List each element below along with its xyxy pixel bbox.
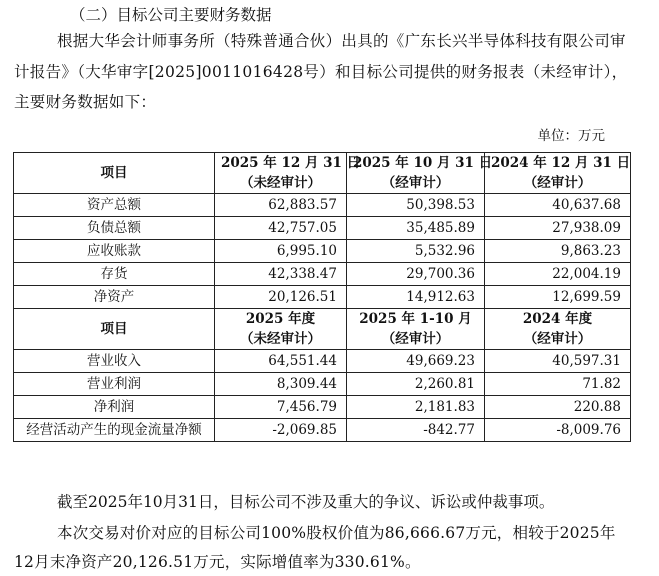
cell-value: 8,309.44 <box>215 373 347 396</box>
header-col3 <box>485 153 631 194</box>
table-row <box>14 263 631 286</box>
cell-value: 20,126.51 <box>215 286 347 309</box>
cell-value: 35,485.89 <box>347 217 485 240</box>
cell-value: 40,637.68 <box>485 194 631 217</box>
cell-value: -2,069.85 <box>215 419 347 442</box>
section-heading: （二）目标公司主要财务数据 <box>70 6 272 24</box>
valuation-paragraph: 本次交易对价对应的目标公司100%股权价值为86,666.67万元，相较于2025年12月末净资产20,126.51万元，实际增值率为330.61%。 <box>14 524 616 571</box>
cell-value: 12,699.59 <box>485 286 631 309</box>
cell-value: 42,338.47 <box>215 263 347 286</box>
cell-value: 2,181.83 <box>347 396 485 419</box>
cell-value: 29,700.36 <box>347 263 485 286</box>
cell-value: 42,757.05 <box>215 217 347 240</box>
header-item <box>14 153 215 194</box>
balance-sheet-header-row <box>14 153 631 194</box>
header-col1 <box>215 153 361 194</box>
header-col2-note: （经审计） <box>381 175 450 191</box>
unit-label: 单位：万元 <box>537 128 605 144</box>
table-row <box>14 286 631 309</box>
row-label: 应收账款 <box>14 240 215 263</box>
table-row <box>14 396 631 419</box>
cell-value: 14,912.63 <box>347 286 485 309</box>
row-label: 营业利润 <box>14 373 215 396</box>
cell-value: 71.82 <box>485 373 631 396</box>
table-row <box>14 240 631 263</box>
cell-value: 5,532.96 <box>347 240 485 263</box>
cell-value: 49,669.23 <box>347 350 485 373</box>
header-col2-date: 2025 年 10 月 31 日 <box>353 155 493 171</box>
row-label: 存货 <box>14 263 215 286</box>
table-row <box>14 350 631 373</box>
cell-value: 64,551.44 <box>215 350 347 373</box>
table-row <box>14 419 631 442</box>
header-col1-note: （未经审计） <box>240 331 321 347</box>
header-col3 <box>485 309 631 350</box>
header-col2 <box>347 153 493 194</box>
header-col1-period: 2025 年度 <box>245 311 316 327</box>
cell-value: 40,597.31 <box>485 350 631 373</box>
litigation-note-paragraph: 截至2025年10月31日，目标公司不涉及重大的争议、诉讼或仲裁事项。 <box>57 493 555 511</box>
header-col1 <box>215 309 347 350</box>
row-label: 负债总额 <box>14 217 215 240</box>
header-col3-note: （经审计） <box>523 175 592 191</box>
header-col3-note: （经审计） <box>523 331 592 347</box>
table-row <box>14 217 631 240</box>
header-col1-date: 2025 年 12 月 31 日 <box>221 155 361 171</box>
header-col1-note: （未经审计） <box>240 175 321 191</box>
table-row <box>14 194 631 217</box>
cell-value: 2,260.81 <box>347 373 485 396</box>
intro-paragraph: 根据大华会计师事务所（特殊普通合伙）出具的《广东长兴半导体科技有限公司审计报告》（大华审字[2025]0011016428号）和目标公司提供的财务报表（未经审计），主要财务数据如下： <box>14 32 628 111</box>
header-item-label: 项目 <box>100 321 128 337</box>
cell-value: -8,009.76 <box>485 419 631 442</box>
cell-value: 9,863.23 <box>485 240 631 263</box>
row-label: 营业收入 <box>14 350 215 373</box>
row-label: 净利润 <box>14 396 215 419</box>
header-col2-note: （经审计） <box>381 331 450 347</box>
cell-value: 62,883.57 <box>215 194 347 217</box>
cell-value: -842.77 <box>347 419 485 442</box>
header-col2 <box>347 309 485 350</box>
header-item-label: 项目 <box>100 165 128 181</box>
cell-value: 50,398.53 <box>347 194 485 217</box>
financial-data-table <box>13 152 631 442</box>
row-label: 净资产 <box>14 286 215 309</box>
cell-value: 7,456.79 <box>215 396 347 419</box>
table-row <box>14 373 631 396</box>
row-label: 经营活动产生的现金流量净额 <box>14 419 215 442</box>
row-label: 资产总额 <box>14 194 215 217</box>
header-item <box>14 309 215 350</box>
cell-value: 27,938.09 <box>485 217 631 240</box>
cell-value: 6,995.10 <box>215 240 347 263</box>
income-statement-header-row <box>14 309 631 350</box>
header-col3-date: 2024 年 12 月 31 日 <box>491 155 631 171</box>
header-col3-period: 2024 年度 <box>522 311 593 327</box>
cell-value: 220.88 <box>485 396 631 419</box>
cell-value: 22,004.19 <box>485 263 631 286</box>
header-col2-period: 2025 年 1-10 月 <box>359 311 472 327</box>
